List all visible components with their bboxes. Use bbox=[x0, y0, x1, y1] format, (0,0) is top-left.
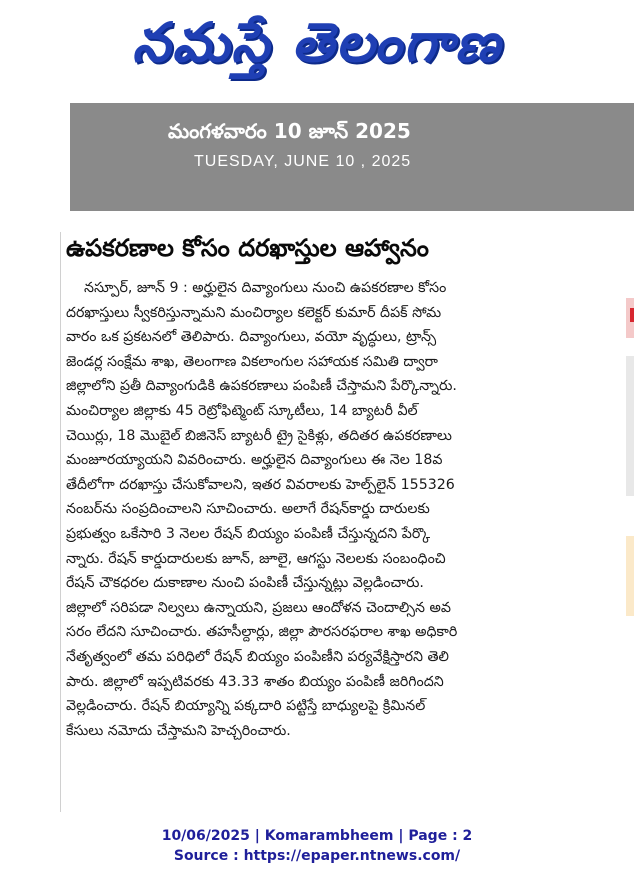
page-footer bbox=[0, 826, 634, 866]
edge-strip bbox=[626, 536, 634, 616]
article-line: చెయిర్లు, 18 మొబైల్ బిజినెస్ బ్యాటరీ ట్రై సైకిళ్లు, తదితర ఉపకరణాలు bbox=[66, 427, 452, 444]
article-line: తేదీలోగా దరఖాస్తు చేసుకోవాలని, ఇతర వివరాలకు హెల్ప్‌లైన్ 155326 bbox=[66, 476, 455, 493]
column-divider bbox=[60, 232, 61, 812]
article-line: జెండర్ల సంక్షేమ శాఖ, తెలంగాణ వికలాంగుల సహాయక సమితి ద్వారా bbox=[66, 353, 438, 370]
article-line: ప్రభుత్వం ఒకేసారి 3 నెలల రేషన్ బియ్యం పంపిణీ చేస్తున్నదని పేర్కొ bbox=[66, 525, 431, 542]
article-line: మంజూరయ్యాయని వివరించారు. అర్హులైన దివ్యాంగులు ఈ నెల 18వ bbox=[66, 452, 443, 469]
edge-strip bbox=[630, 308, 634, 322]
article-line: న్నారు. రేషన్ కార్డుదారులకు జూన్, జూలై, ఆగస్టు నెలలకు సంబంధించి bbox=[66, 550, 446, 567]
date-band bbox=[70, 103, 634, 211]
footer-source: Source : https://epaper.ntnews.com/ bbox=[173, 848, 461, 864]
article-line: వెల్లడించారు. రేషన్ బియ్యాన్ని పక్కదారి పట్టిస్తే బాధ్యులపై క్రిమినల్ bbox=[66, 698, 426, 715]
telugu-date: మంగళవారం 10 జూన్ 2025 bbox=[168, 119, 411, 143]
article-line: నస్పూర్, జూన్ 9 : అర్హులైన దివ్యాంగులు నుంచి ఉపకరణాల కోసం bbox=[84, 280, 447, 296]
article-body bbox=[66, 276, 610, 743]
article-line: జిల్లాలో సరిపడా నిల్వలు ఉన్నాయని, ప్రజలు ఆందోళన చెందాల్సిన అవ bbox=[66, 599, 451, 616]
article-line: జిల్లాలోని ప్రతీ దివ్యాంగుడికి ఉపకరణాలు పంపిణీ చేస్తామని పేర్కొన్నారు. bbox=[66, 378, 457, 395]
article-line: నేతృత్వంలో తమ పరిధిలో రేషన్ బియ్యం పంపిణీని పర్యవేక్షిస్తారని తెలి bbox=[66, 648, 449, 665]
article-line: మంచిర్యాల జిల్లాకు 45 రెట్రోఫిట్మెంట్ స్కూటీలు, 14 బ్యాటరీ వీల్ bbox=[66, 402, 418, 419]
article-line: రేషన్ చౌకధరల దుకాణాల నుంచి పంపిణీ చేస్తున్నట్లు వెల్లడించారు. bbox=[66, 575, 424, 592]
masthead bbox=[0, 0, 634, 100]
article-line: పారు. జిల్లాలో ఇప్పటివరకు 43.33 శాతం బియ్యం పంపిణీ జరిగిందని bbox=[66, 673, 444, 690]
article-line: దరఖాస్తులు స్వీకరిస్తున్నామని మంచిర్యాల కలెక్టర్ కుమార్ దీపక్ సోమ bbox=[66, 304, 442, 321]
footer-meta: 10/06/2025 | Komarambheem | Page : 2 bbox=[161, 828, 473, 844]
edge-strip bbox=[626, 356, 634, 496]
adjacent-article-edge bbox=[624, 236, 634, 676]
english-date: TUESDAY, JUNE 10 , 2025 bbox=[194, 153, 412, 170]
article-line: నంబర్‌ను సంప్రదించాలని సూచించారు. అలాగే రేషన్‌కార్డు దారులకు bbox=[66, 501, 430, 518]
article-headline: ఉపకరణాల కోసం దరఖాస్తుల ఆహ్వానం bbox=[66, 234, 429, 262]
article-line: వారం ఒక ప్రకటనలో తెలిపారు. దివ్యాంగులు, వయో వృద్ధులు, ట్రాన్స్ bbox=[66, 329, 437, 346]
article-line: కేసులు నమోదు చేస్తామని హెచ్చరించారు. bbox=[66, 722, 291, 739]
article-line: సరం లేదని సూచించారు. తహసీల్దార్లు, జిల్లా పౌరసరఫరాల శాఖ అధికారి bbox=[66, 624, 458, 641]
newspaper-logo: నమస్తే తెలంగాణ bbox=[132, 11, 502, 74]
